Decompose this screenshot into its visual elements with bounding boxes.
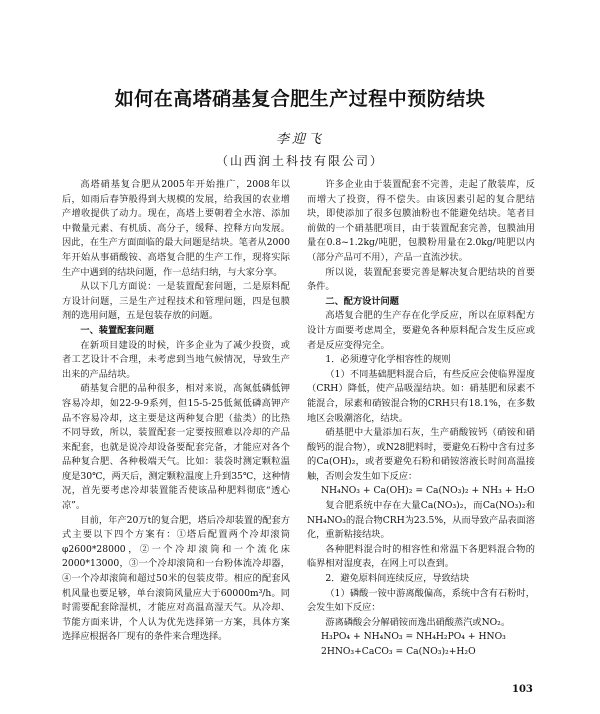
body-paragraph: 游离磷酸会分解硝铵而逸出硝酸蒸汽或NO₂。 [325,616,511,628]
chemical-equation: H₃PO₄ + NH₄NO₃ = NH₄H₂PO₄ + HNO₃ [321,631,506,643]
body-paragraph: 2．避免原料间连续反应，导致结块 [325,573,470,585]
chemical-equation: 2HNO₃+CaCO₃ = Ca(NO₃)₂+H₂O [321,646,476,657]
author-affiliation: （山西润土科技有限公司） [215,154,384,168]
body-paragraph: （1）磷酸一铵中游离酸偏高，系统中含有石粉时，会发生如下反应： [307,587,535,614]
section-heading: 二、配方设计问题 [325,295,399,307]
article-title: 如何在高塔硝基复合肥生产过程中预防结块 [114,88,486,110]
body-paragraph: 高塔硝基复合肥从2005年开始推广，2008年以后，如雨后春笋般得到大规模的发展，给我国的农业增产增收提供了动力。现在，高塔上要朝着全水溶、添加中微量元素、有机质、高分子，缓释、控释方向发展。因此，在生产方面面临的最大问题是结块。笔者从2000年开始从事硝酸铵、高塔复合肥的生产工作，现将实际生产中遇到的结块问题，作一总结归纳，与大家分享。 [62,179,290,278]
body-paragraph: （1）不同基础肥料混合后，有些反应会使临界湿度（CRH）降低，使产品吸湿结块。如：硝基肥和尿素不能混合，尿素和硝铵混合物的CRH只有18.1%，在多数地区会吸潮溶化，结块。 [307,368,535,424]
body-paragraph: 目前，年产20万t的复合肥，塔后冷却装置的配套方式主要以下四个方案有：①塔后配置两个冷却滚筒φ2600*28000，②一个冷却滚筒和一个流化床2000*13000，③一个冷却滚筒和一台粉体流冷却器，④一个冷却滚筒和超过50米的包装皮带。相应的配套风机风量也要足够，单台滚筒风量应大于60000m³/h。同时需要配套除湿机，才能应对高温高湿天气。从冷却、节能方面来讲，个人认为优先选择第一方案，具体方案选择应根据各厂现有的条件来合理选择。 [62,514,290,643]
body-paragraph: 在新项目建设的时候，许多企业为了减少投资，或者工艺设计不合理，未考虑到当地气候情况，导致生产出来的产品结块。 [62,339,290,380]
body-paragraph: 高塔复合肥的生产存在化学反应，所以在原料配方设计方面要考虑周全，要避免各种原料配合发生反应或者是反应变得完全。 [307,310,535,351]
body-paragraph: 1．必须遵守化学相容性的规则 [325,354,451,366]
body-paragraph: 许多企业由于装置配套不完善，走起了散装库，反而增大了投资，得不偿失。由该因素引起的复合肥结块，即使添加了很多包膜油粉也不能避免结块。笔者目前做的一个硝基肥项目，由于装置配套完善，包膜油用量在0.8~1.2kg/吨肥，包膜粉用量在2.0kg/吨肥以内（部分产品可不用），产品一直流沙状。 [307,179,535,263]
body-paragraph: 从以下几方面说：一是装置配套问题，二是原料配方设计问题，三是生产过程技术和管理问题，四是包膜剂的选用问题，五是包装存放的问题。 [62,281,290,322]
page-number: 103 [512,684,533,695]
right-column [307,178,535,660]
author-name: 李迎飞 [275,132,324,147]
body-paragraph: 复合肥系统中存在大量Ca(NO₃)₂，而Ca(NO₃)₂和NH₄NO₃的混合物CRH为23.5%，从而导致产品表面溶化，重新粘接结块。 [307,500,535,541]
body-paragraph: 硝基肥中大量添加石灰，生产硝酸铵钙（硝铵和硝酸钙的混合物），或N28肥料时，要避免石粉中含有过多的Ca(OH)₂，或者要避免石粉和硝铵溶液长时间高温接触，否则会发生如下反应： [307,427,535,482]
left-column [62,178,290,645]
chemical-equation: NH₄NO₃ + Ca(OH)₂ = Ca(NO₃)₂ + NH₃ + H₂O [321,485,535,497]
body-paragraph: 所以说，装置配套要完善是解决复合肥结块的首要条件。 [307,266,535,293]
section-heading: 一、装置配套问题 [80,324,154,336]
body-paragraph: 硝基复合肥的品种很多，相对来说，高氮低磷低钾容易冷却，如22-9-9系列，但15-5-25低氮低磷高钾产品不容易冷却，这主要是这两种复合肥（盐类）的比热不同导致，所以，装置配套一定要按照难以冷却的产品来配套，也就是说冷却设备要配套完备，才能应对各个品种复合肥、各种极端天气。比如：装袋时测定颗粒温度是30℃，两天后，测定颗粒温度上升到35℃，这种情况，首先要考虑冷却装置能否使该品种肥料彻底“透心凉”。 [62,383,290,512]
body-paragraph: 各种肥料混合时的相容性和常温下各肥料混合物的临界相对湿度表，在网上可以查到。 [307,543,535,570]
